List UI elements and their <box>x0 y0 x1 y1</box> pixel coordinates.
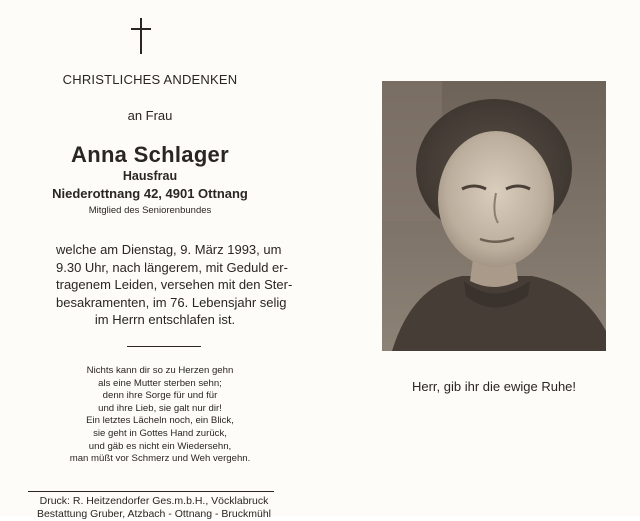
divider <box>127 346 201 347</box>
address: Niederottnang 42, 4901 Ottnang <box>52 186 248 201</box>
portrait-photo <box>382 81 606 351</box>
footer-line: Druck: R. Heitzendorfer Ges.m.b.H., Vöcklabruck <box>39 495 269 507</box>
bio-line: 9.30 Uhr, nach längerem, mit Geduld er- <box>56 259 288 275</box>
bio-line: besakramenten, im 76. Lebensjahr selig <box>56 294 287 310</box>
poem-line: als eine Mutter sterben sehn; <box>98 377 222 389</box>
poem-line: denn ihre Sorge für und für <box>102 390 218 402</box>
deceased-name: Anna Schlager <box>71 142 229 167</box>
poem-line: und ihre Lieb, sie galt nur dir! <box>98 402 222 414</box>
poem-line: sie geht in Gottes Hand zurück, <box>93 427 227 439</box>
bio-line: im Herrn entschlafen ist. <box>94 312 236 327</box>
occupation: Hausfrau <box>122 169 178 183</box>
card-heading: CHRISTLICHES ANDENKEN <box>62 72 238 87</box>
poem <box>40 365 280 466</box>
poem-line: und gäb es nicht ein Wiedersehn, <box>88 440 232 452</box>
footer-credits <box>36 495 272 521</box>
footer-line: Bestattung Gruber, Atzbach - Ottnang - Bruckmühl <box>36 508 272 520</box>
salutation: an Frau <box>127 108 173 123</box>
poem-line: man müßt vor Schmerz und Weh vergehn. <box>69 453 251 465</box>
poem-line: Ein letztes Lächeln noch, ein Blick, <box>86 415 234 427</box>
footer-divider <box>28 491 274 492</box>
bio-line: tragenem Leiden, versehen mit den Ster- <box>56 277 293 292</box>
poem-line: Nichts kann dir so zu Herzen gehn <box>86 365 234 376</box>
cross-icon <box>128 18 154 54</box>
bio-line: welche am Dienstag, 9. März 1993, um <box>56 242 282 257</box>
biography-text <box>56 241 293 329</box>
membership: Mitglied des Seniorenbundes <box>88 205 212 216</box>
prayer-text: Herr, gib ihr die ewige Ruhe! <box>411 379 577 394</box>
